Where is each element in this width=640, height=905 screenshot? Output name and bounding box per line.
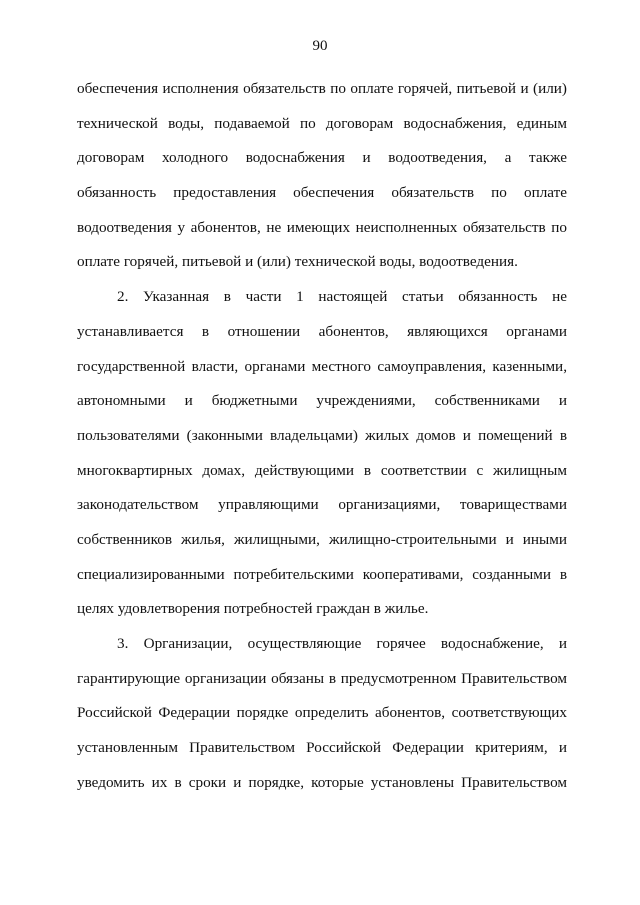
paragraph-2-line: пользователями (законными владельцами) жилых домов и помещений в [77, 426, 567, 444]
paragraph-3-line: Российской Федерации порядке определить абонентов, соответствующих [77, 704, 567, 722]
paragraph-2-line: целях удовлетворения потребностей граждан в жилье. [77, 600, 429, 618]
paragraph-1-line: технической воды, подаваемой по договорам водоснабжения, единым [77, 114, 567, 132]
paragraph-2-line: специализированными потребительскими кооперативами, созданными в [77, 565, 567, 583]
paragraph-2-line: законодательством управляющими организациями, товариществами [77, 496, 567, 514]
document-body [77, 72, 567, 800]
paragraph-1-line: обязанность предоставления обеспечения обязательств по оплате [77, 184, 567, 202]
paragraph-1-line: водоотведения у абонентов, не имеющих неисполненных обязательств по [77, 218, 567, 236]
page-number: 90 [312, 38, 328, 54]
paragraph-3-line: установленным Правительством Российской Федерации критериям, и [77, 739, 567, 757]
paragraph-3-line: гарантирующие организации обязаны в предусмотренном Правительством [77, 669, 567, 687]
paragraph-1-line: оплате горячей, питьевой и (или) технической воды, водоотведения. [77, 253, 518, 271]
paragraph-2-line: государственной власти, органами местного самоуправления, казенными, [77, 357, 567, 375]
paragraph-3-line: уведомить их в сроки и порядке, которые установлены Правительством [77, 773, 567, 791]
paragraph-1-line: договорам холодного водоснабжения и водоотведения, а также [77, 149, 567, 167]
paragraph-1-line: обеспечения исполнения обязательств по оплате горячей, питьевой и (или) [77, 80, 567, 97]
paragraph-2-line: 2. Указанная в части 1 настоящей статьи обязанность не [117, 288, 567, 306]
paragraph-2-line: многоквартирных домах, действующими в соответствии с жилищным [77, 461, 567, 479]
paragraph-2-line: устанавливается в отношении абонентов, являющихся органами [77, 322, 567, 340]
paragraph-2-line: собственников жилья, жилищными, жилищно-строительными и иными [77, 530, 567, 548]
paragraph-3-line: 3. Организации, осуществляющие горячее водоснабжение, и [117, 635, 567, 652]
paragraph-2-line: автономными и бюджетными учреждениями, собственниками и [77, 392, 567, 410]
